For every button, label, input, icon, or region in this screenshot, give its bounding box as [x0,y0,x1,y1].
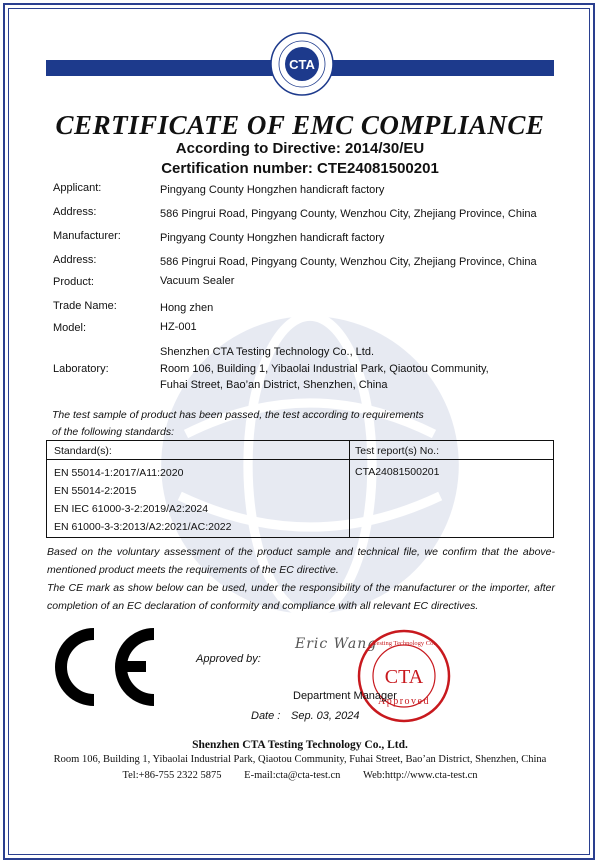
footer-web: Web:http://www.cta-test.cn [363,770,478,781]
field-value: Hong zhen [160,302,214,314]
table-divider [47,459,553,460]
table-header-standards: Standard(s): [54,445,112,457]
field-label: Trade Name: [53,300,117,312]
cta-logo-icon [270,32,334,96]
svg-text:Approved: Approved [378,696,430,707]
assessment-paragraph: Based on the voluntary assessment of the product sample and technical file, we confirm that the above-mentioned product meets the requirements of the EC directive. [47,546,555,576]
standards-list [54,464,231,536]
field-value: Pingyang County Hongzhen handicraft factory [160,184,385,196]
table-header-report: Test report(s) No.: [355,445,440,457]
field-value: 586 Pingrui Road, Pingyang County, Wenzhou City, Zhejiang Province, China [160,256,537,268]
svg-text:CTA: CTA [384,666,424,688]
field-label: Address: [53,206,97,218]
laboratory-line: Room 106, Building 1, Yibaolai Industrial Park, Qiaotou Community, [160,362,489,375]
field-value: 586 Pingrui Road, Pingyang County, Wenzhou City, Zhejiang Province, China [160,208,537,220]
standard-item: EN 55014-1:2017/A11:2020 [54,467,184,479]
laboratory-line: Shenzhen CTA Testing Technology Co., Ltd. [160,346,375,358]
issue-date: Sep. 03, 2024 [291,710,360,722]
department-title: Department Manager [293,690,397,702]
certificate-title: CERTIFICATE OF EMC COMPLIANCE [55,110,545,140]
approved-by-label: Approved by: [196,653,261,665]
signature: Eric Wang [295,636,378,652]
field-label: Manufacturer: [53,230,121,242]
standards-table [46,440,554,538]
field-value: HZ-001 [160,321,197,333]
ce-usage-paragraph: The CE mark as show below can be used, under the responsibility of the manufacturer or the importer, after completion of an EC declaration of conformity and compliance with all relevant EC directives. [47,582,555,612]
ce-mark-icon [50,626,160,708]
standard-item: EN 55014-2:2015 [54,485,137,497]
field-label: Address: [53,254,97,266]
laboratory-address [160,344,540,394]
directive-line: According to Directive: 2014/30/EU [175,140,425,157]
field-value: Vacuum Sealer [160,275,235,287]
footer-company-name: Shenzhen CTA Testing Technology Co., Ltd. [192,739,408,751]
svg-text:CTA: CTA [289,57,315,72]
field-label: Applicant: [53,182,102,194]
table-divider [349,441,350,537]
laboratory-line: Fuhai Street, Bao’an District, Shenzhen, China [160,379,388,391]
intro-line: of the following standards: [52,426,174,438]
footer-email: E-mail:cta@cta-test.cn [244,770,341,781]
test-intro [52,407,424,441]
footer-tel: Tel:+86-755 2322 5875 [122,770,222,781]
test-report-number: CTA24081500201 [355,466,440,478]
certification-number: Certification number: CTE24081500201 [161,160,439,177]
standard-item: EN 61000-3-3:2013/A2:2021/AC:2022 [54,521,232,533]
date-label: Date : [251,710,281,722]
approval-stamp [356,628,452,724]
field-label: Product: [53,276,94,288]
standard-item: EN IEC 61000-3-2:2019/A2:2024 [54,503,209,515]
intro-line: The test sample of product has been passed, the test according to requirements [52,409,424,421]
field-label: Laboratory: [53,363,109,375]
field-value: Pingyang County Hongzhen handicraft factory [160,232,385,244]
field-label: Model: [53,322,87,334]
svg-text:Testing Technology Co.: Testing Technology Co. [373,640,435,647]
footer-contact [0,770,600,781]
footer-address: Room 106, Building 1, Yibaolai Industrial Park, Qiaotou Community, Fuhai Street, Bao’an District, Shenzhen, China [53,754,547,765]
